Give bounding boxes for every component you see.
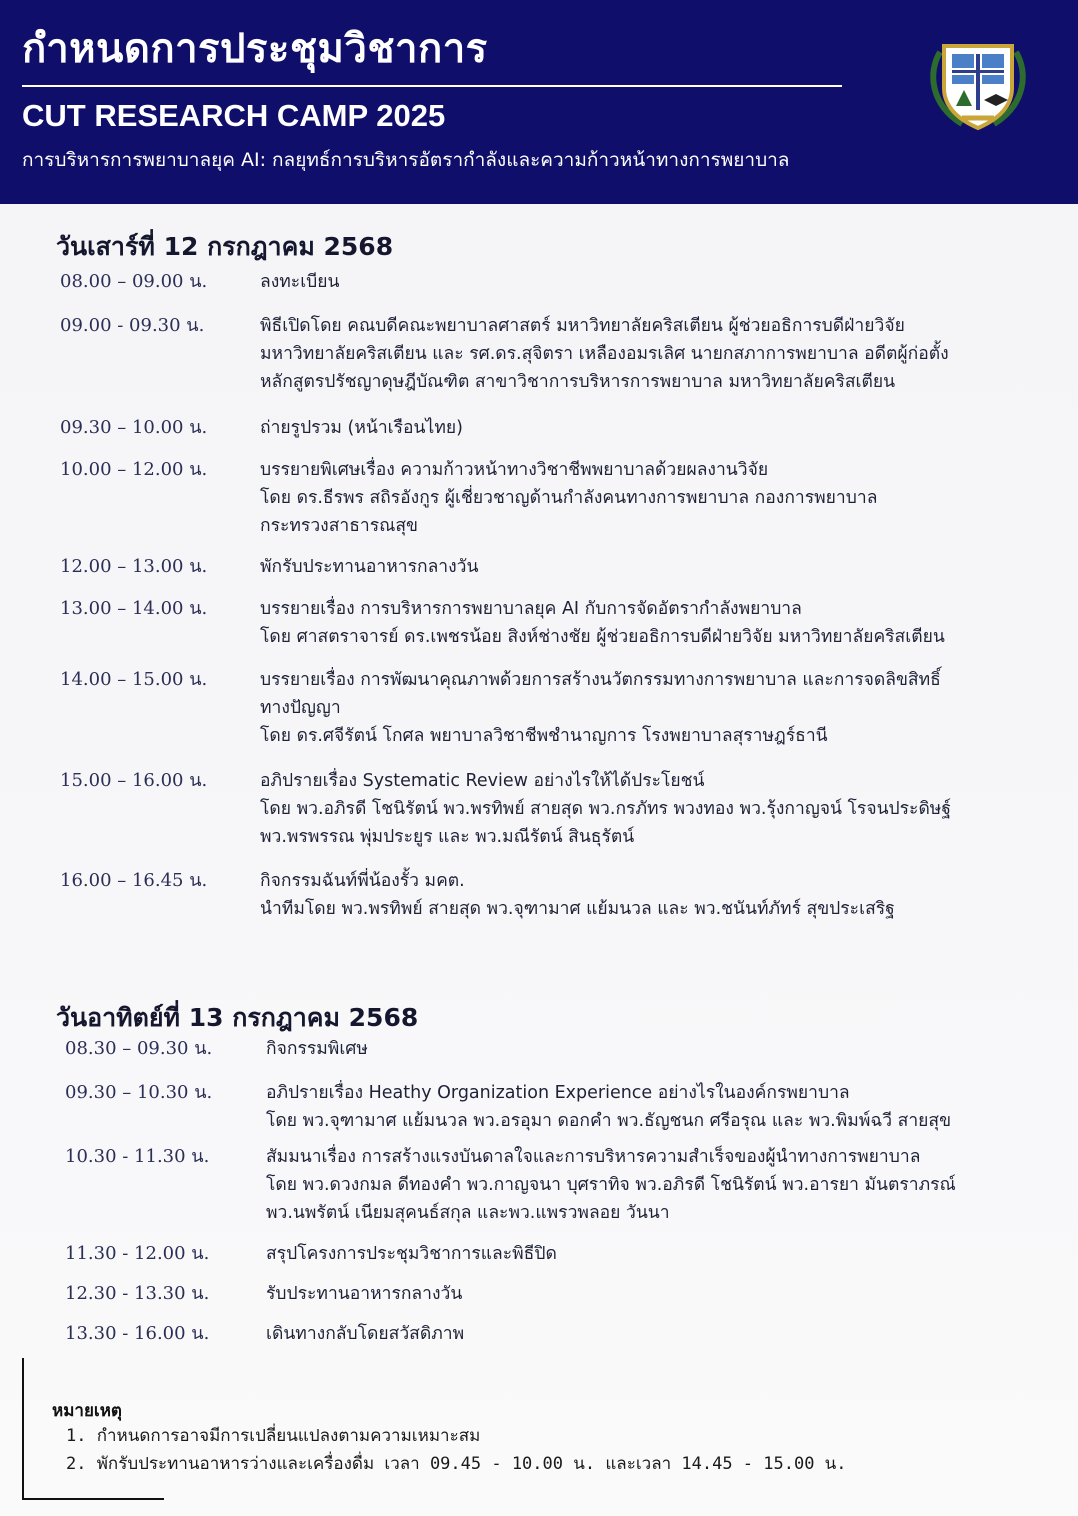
- schedule-time: 16.00 – 16.45 น.: [60, 870, 208, 891]
- schedule-description-line: ลงทะเบียน: [260, 272, 340, 292]
- schedule-time: 10.00 – 12.00 น.: [60, 459, 208, 480]
- notes-bracket-vertical: [22, 1358, 24, 1500]
- notes-title: หมายเหตุ: [52, 1401, 122, 1421]
- schedule-description: [260, 268, 1020, 296]
- schedule-description-line: เดินทางกลับโดยสวัสดิภาพ: [266, 1324, 465, 1344]
- schedule-description-line: บรรยายเรื่อง การพัฒนาคุณภาพด้วยการสร้างนวัตกรรมทางการพยาบาล และการจดลิขสิทธิ์: [260, 670, 941, 690]
- schedule-description-line: โดย พว.อภิรดี โชนิรัตน์ พว.พรทิพย์ สายสุด พว.กรภัทร พวงทอง พว.รุ้งกาญจน์ โรจนประดิษฐ์: [260, 799, 952, 819]
- schedule-description: [260, 595, 1020, 651]
- schedule-time: 13.30 - 16.00 น.: [65, 1323, 210, 1344]
- schedule-description: [266, 1035, 1026, 1063]
- schedule-time: 12.30 - 13.30 น.: [65, 1283, 210, 1304]
- schedule-description: [266, 1280, 1026, 1308]
- schedule-description-line: โดย ดร.ศจีรัตน์ โกศล พยาบาลวิชาชีพชำนาญการ โรงพยาบาลสุราษฎร์ธานี: [260, 726, 828, 746]
- header-banner: [0, 0, 1078, 204]
- schedule-description: [266, 1320, 1026, 1348]
- schedule-description-line: กิจกรรมฉันท์พี่น้องรั้ว มคต.: [260, 871, 465, 891]
- schedule-description-line: อภิปรายเรื่อง Systematic Review อย่างไรให้ได้ประโยชน์: [260, 771, 705, 791]
- schedule-time: 10.30 - 11.30 น.: [65, 1146, 210, 1167]
- event-theme: การบริหารการพยาบาลยุค AI: กลยุทธ์การบริหารอัตรากำลังและความก้าวหน้าทางการพยาบาล: [22, 149, 790, 171]
- schedule-description: [260, 666, 1020, 750]
- schedule-description-line: พว.พรพรรณ พุ่มประยูร และ พว.มณีรัตน์ สินธุรัตน์: [260, 827, 635, 847]
- schedule-description-line: อภิปรายเรื่อง Heathy Organization Experience อย่างไรในองค์กรพยาบาล: [266, 1083, 850, 1103]
- schedule-description-line: บรรยายพิเศษเรื่อง ความก้าวหน้าทางวิชาชีพพยาบาลด้วยผลงานวิจัย: [260, 460, 769, 480]
- schedule-time: 09.30 – 10.00 น.: [60, 417, 208, 438]
- notes-bracket-horizontal: [22, 1498, 164, 1500]
- schedule-description: [260, 553, 1020, 581]
- schedule-description-line: พักรับประทานอาหารกลางวัน: [260, 557, 479, 577]
- schedule-description: [266, 1143, 1026, 1227]
- schedule-time: 08.30 – 09.30 น.: [65, 1038, 213, 1059]
- schedule-description-line: สัมมนาเรื่อง การสร้างแรงบันดาลใจและการบริหารความสำเร็จของผู้นำทางการพยาบาล: [266, 1147, 921, 1167]
- schedule-description: [266, 1240, 1026, 1268]
- schedule-description-line: พิธีเปิดโดย คณบดีคณะพยาบาลศาสตร์ มหาวิทยาลัยคริสเตียน ผู้ช่วยอธิการบดีฝ่ายวิจัย: [260, 316, 905, 336]
- schedule-time: 08.00 – 09.00 น.: [60, 271, 208, 292]
- schedule-description-line: หลักสูตรปรัชญาดุษฎีบัณฑิต สาขาวิชาการบริหารการพยาบาล มหาวิทยาลัยคริสเตียน: [260, 372, 896, 392]
- schedule-description-line: โดย ศาสตราจารย์ ดร.เพชรน้อย สิงห์ช่างชัย ผู้ช่วยอธิการบดีฝ่ายวิจัย มหาวิทยาลัยคริสเตียน: [260, 627, 945, 647]
- schedule-time: 13.00 – 14.00 น.: [60, 598, 208, 619]
- schedule-description-line: พว.นพรัตน์ เนียมสุคนธ์สกุล และพว.แพรวพลอย วันนา: [266, 1203, 670, 1223]
- day2-heading: วันอาทิตย์ที่ 13 กรกฎาคม 2568: [56, 1003, 419, 1032]
- header-divider: [22, 85, 842, 87]
- schedule-time: 09.00 - 09.30 น.: [60, 315, 205, 336]
- schedule-description: [260, 456, 1020, 540]
- schedule-description: [266, 1079, 1026, 1135]
- schedule-time: 11.30 - 12.00 น.: [65, 1243, 210, 1264]
- schedule-time: 09.30 – 10.30 น.: [65, 1082, 213, 1103]
- note-item: 1. กำหนดการอาจมีการเปลี่ยนแปลงตามความเหมาะสม: [66, 1426, 481, 1446]
- note-item: 2. พักรับประทานอาหารว่างและเครื่องดื่ม เวลา 09.45 - 10.00 น. และเวลา 14.45 - 15.00 น.: [66, 1454, 847, 1474]
- schedule-description: [260, 312, 1020, 396]
- page-title: กำหนดการประชุมวิชาการ: [22, 26, 488, 72]
- schedule-description: [260, 414, 1020, 442]
- schedule-description: [260, 767, 1020, 851]
- schedule-description-line: ทางปัญญา: [260, 698, 341, 718]
- schedule-description-line: กระทรวงสาธารณสุข: [260, 516, 418, 536]
- schedule-description-line: กิจกรรมพิเศษ: [266, 1039, 368, 1059]
- schedule-description-line: บรรยายเรื่อง การบริหารการพยาบาลยุค AI กับการจัดอัตรากำลังพยาบาล: [260, 599, 802, 619]
- schedule-description-line: นำทีมโดย พว.พรทิพย์ สายสุด พว.จุฑามาศ แย้มนวล และ พว.ชนันท์ภัทร์ สุขประเสริฐ: [260, 899, 895, 919]
- day1-heading: วันเสาร์ที่ 12 กรกฎาคม 2568: [56, 232, 394, 261]
- schedule-description-line: โดย ดร.ธีรพร สถิรอังกูร ผู้เชี่ยวชาญด้านกำลังคนทางการพยาบาล กองการพยาบาล: [260, 488, 878, 508]
- schedule-description-line: ถ่ายรูปรวม (หน้าเรือนไทย): [260, 418, 463, 438]
- schedule-description-line: รับประทานอาหารกลางวัน: [266, 1284, 463, 1304]
- schedule-time: 14.00 – 15.00 น.: [60, 669, 208, 690]
- schedule-description: [260, 867, 1020, 923]
- schedule-description-line: โดย พว.ดวงกมล ดีทองคำ พว.กาญจนา บุศราทิจ พว.อภิรดี โชนิรัตน์ พว.อารยา มันตราภรณ์: [266, 1175, 956, 1195]
- schedule-description-line: โดย พว.จุฑามาศ แย้มนวล พว.อรอุมา ดอกคำ พว.ธัญชนก ศรีอรุณ และ พว.พิมพ์ฉวี สายสุข: [266, 1111, 952, 1131]
- schedule-time: 12.00 – 13.00 น.: [60, 556, 208, 577]
- university-crest-icon: [922, 32, 1034, 132]
- schedule-description-line: สรุปโครงการประชุมวิชาการและพิธีปิด: [266, 1244, 557, 1264]
- event-name: CUT RESEARCH CAMP 2025: [22, 98, 446, 133]
- schedule-description-line: มหาวิทยาลัยคริสเตียน และ รศ.ดร.สุจิตรา เหลืองอมรเลิศ นายกสภาการพยาบาล อดีตผู้ก่อตั้ง: [260, 344, 949, 364]
- schedule-time: 15.00 – 16.00 น.: [60, 770, 208, 791]
